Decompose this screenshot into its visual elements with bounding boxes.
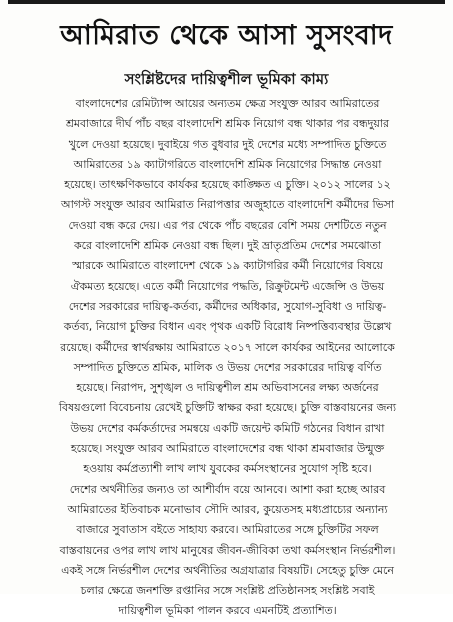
body-line: বাজারে সুবাতাস বইতে সাহায্য করবে। আমিরাতের সঙ্গে চুক্তিটির সফল (76, 523, 379, 537)
body-line: বিষয়গুলো বিবেচনায় রেখেই চুক্তিটি স্বাক্ষর করা হয়েছে। চুক্তি বাস্তবায়নের জন্য (58, 401, 397, 415)
top-divider (8, 0, 445, 4)
body-line: বাস্তবায়নের ওপর লাখ লাখ মানুষের জীবন-জীবিকা তথা কর্মসংস্থান নির্ভরশীল। (59, 543, 396, 557)
body-line: একই সঙ্গে নির্ভরশীল দেশের অর্থনীতির অগ্রযাত্রার বিষয়টি। সেহেতু চুক্তি মেনে (61, 563, 394, 577)
body-line: সম্পাদিত চুক্তিতে শ্রমিক, মালিক ও উভয় দেশের সরকারের দায়িত্ব বর্ণিত (73, 360, 382, 374)
body-line: খুলে দেওয়া হয়েছে। দুবাইয়ে গত বুধবার দুই দেশের মধ্যে সম্পাদিত চুক্তিতে (68, 137, 387, 151)
body-line: হয়েছে। তাৎক্ষণিকভাবে কার্যকর হয়েছে কাঙ্ক্ষিত এ চুক্তি। ২০১২ সালের ১২ (64, 178, 391, 192)
body-line: হয়েছে। সংযুক্ত আরব আমিরাতে বাংলাদেশের বন্ধ থাকা শ্রমবাজার উন্মুক্ত (70, 442, 385, 456)
body-line: ঐকমত্য হয়েছে। এতে কর্মী নিয়োগের পদ্ধতি, রিক্রুটমেন্ট এজেন্সি ও উভয় (70, 279, 385, 293)
body-line: দেওয়া বন্ধ করে দেয়। এর পর থেকে পাঁচ বছরের বেশি সময় দেশটিতে নতুন (68, 218, 387, 232)
headline: আমিরাত থেকে আসা সুসংবাদ (60, 20, 393, 51)
body-line: দেশের অর্থনীতির জন্যও তা আশীর্বাদ বয়ে আনবে। আশা করা হচ্ছে আরব (69, 482, 386, 496)
body-line: আমিরাতের ১৯ ক্যাটাগরিতে বাংলাদেশি শ্রমিক নিয়োগের সিদ্ধান্ত নেওয়া (73, 157, 382, 171)
body-line: শ্রমবাজারে দীর্ঘ পাঁচ বছর বাংলাদেশি শ্রমিক নিয়োগ বন্ধ থাকার পর বন্ধদুয়ার (66, 117, 389, 131)
body-line: দায়িত্বশীল ভূমিকা পালন করবে এমনটিই প্রত্যাশিত। (118, 604, 337, 618)
body-line: হয়েছে। নিরাপদ, সুশৃঙ্খল ও দায়িত্বশীল শ্রম অভিবাসনের লক্ষ্য অর্জনের (76, 381, 379, 395)
article-body (12, 94, 443, 622)
body-line: বাংলাদেশের রেমিট্যান্স আয়ের অন্যতম ক্ষেত্র সংযুক্ত আরব আমিরাতের (75, 97, 380, 110)
body-line: করে বাংলাদেশি শ্রমিক নেওয়া বন্ধ ছিল। দুই ভ্রাতৃপ্রতিম দেশের সমঝোতা (73, 239, 382, 253)
body-line: উভয় দেশের কর্মকর্তাদের সমন্বয়ে একটি জয়েন্ট কমিটি গঠনের বিধান রাখা (70, 421, 385, 435)
body-line: কর্তব্য, নিয়োগ চুক্তির বিধান এবং পৃথক একটি বিরোধ নিষ্পত্তিব্যবস্থার উল্লেখ (63, 320, 392, 334)
body-line: আমিরাতের ইতিবাচক মনোভাব সৌদি আরব, কুয়েতসহ মধ্যপ্রাচ্যের অন্যান্য (67, 502, 388, 516)
body-line: হওয়ায় কর্মপ্রত্যাশী লাখ লাখ যুবকের কর্মসংস্থানের সুযোগ সৃষ্টি হবে। (83, 462, 372, 476)
body-line: চলার ক্ষেত্রে জনশক্তি রপ্তানির সঙ্গে সংশ্লিষ্ট প্রতিষ্ঠানসহ সংশ্লিষ্ট সবাই (80, 584, 375, 598)
subheadline: সংশ্লিষ্টদের দায়িত্বশীল ভূমিকা কাম্য (124, 70, 329, 88)
body-line: স্মারকে আমিরাতে বাংলাদেশ থেকে ১৯ ক্যাটাগরির কর্মী নিয়োগের বিষয়ে (72, 259, 383, 273)
body-line: দেশের সরকারের দায়িত্ব-কর্তব্য, কর্মীদের অধিকার, সুযোগ-সুবিধা ও দায়িত্ব- (68, 299, 387, 313)
body-line: আগস্ট সংযুক্ত আরব আমিরাত নিরাপত্তার অজুহাতে বাংলাদেশি কর্মীদের ভিসা (60, 198, 395, 212)
body-line: রয়েছে। কর্মীদের স্বার্থরক্ষায় আমিরাতে ২০১৭ সালে কার্যকর আইনের আলোকে (60, 340, 395, 354)
